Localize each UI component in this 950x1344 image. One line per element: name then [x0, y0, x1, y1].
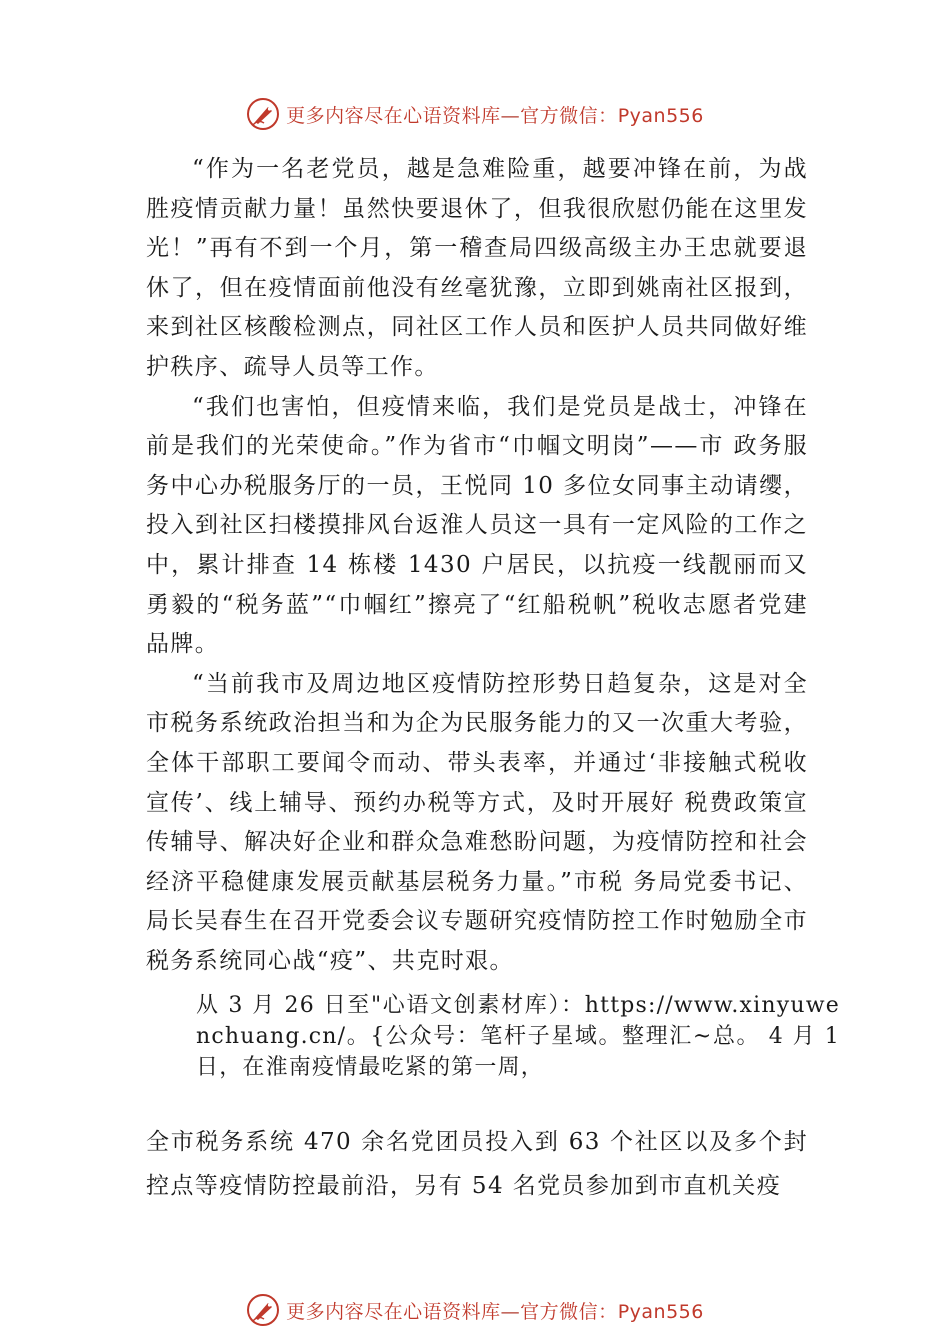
inserted-text-block: 从 3 月 26 日至"心语文创素材库）：https://www.xinyuwenchuang.cn/。{公众号：笔杆子星域。整理汇~总。 4 月 1 日，在淮南疫情最吃紧的第一周， [196, 993, 840, 1080]
footer-banner-text [286, 1297, 704, 1324]
document-body [146, 150, 808, 981]
footer-banner [0, 1290, 950, 1330]
paragraph-2: “我们也害怕，但疫情来临，我们是党员是战士，冲锋在前是我们的光荣使命。”作为省市“巾帼文明岗”——市 政务服务中心办税服务厅的一员，王悦同 10 多位女同事主动请缨，投入到社区扫楼摸排风台返淮人员这一具有一定风险的工作之中，累计排查 14 栋楼 1430 户居民，以抗疫一线靓丽而又勇毅的“税务蓝”“巾帼红”擦亮了“红船税帆”税收志愿者党建品牌。 [146, 393, 808, 658]
header-banner-wechat-id: Pyan556 [617, 104, 704, 127]
header-banner [0, 94, 950, 134]
pen-nib-logo-icon [246, 1293, 280, 1327]
pen-nib-logo-icon [246, 97, 280, 131]
footer-banner-wechat-id: Pyan556 [617, 1300, 704, 1323]
paragraph-3: “当前我市及周边地区疫情防控形势日趋复杂，这是对全市税务系统政治担当和为企为民服务能力的又一次重大考验，全体干部职工要闻令而动、带头表率，并通过‘非接触式税收宣传’、线上辅导、预约办税等方式，及时开展好 税费政策宣传辅导、解决好企业和群众急难愁盼问题，为疫情防控和社会经济平稳健康发展贡献基层税务力量。”市税 务局党委书记、局长吴春生在召开党委会议专题研究疫情防控工作时勉励全市税务系统同心战“疫”、共克时艰。 [146, 670, 808, 974]
footer-banner-main: 更多内容尽在心语资料库 [286, 1300, 501, 1323]
header-banner-wechat-label: 官方微信： [520, 104, 618, 127]
header-banner-main: 更多内容尽在心语资料库 [286, 104, 501, 127]
footer-banner-wechat-label: 官方微信： [520, 1300, 618, 1323]
header-banner-text [286, 101, 704, 128]
paragraph-1: “作为一名老党员，越是急难险重，越要冲锋在前，为战胜疫情贡献力量！虽然快要退休了，但我很欣慰仍能在这里发光！”再有不到一个月，第一稽查局四级高级主办王忠就要退休了，但在疫情面前他没有丝毫犹豫，立即到姚南社区报到，来到社区核酸检测点，同社区工作人员和医护人员共同做好维护秩序、疏导人员等工作。 [146, 156, 808, 380]
footer-banner-separator: — [500, 1300, 521, 1323]
header-banner-separator: — [500, 104, 521, 127]
paragraph-4-continued: 全市税务系统 470 余名党团员投入到 63 个社区以及多个封控点等疫情防控最前沿，另有 54 名党员参加到市直机关疫 [146, 1129, 808, 1199]
